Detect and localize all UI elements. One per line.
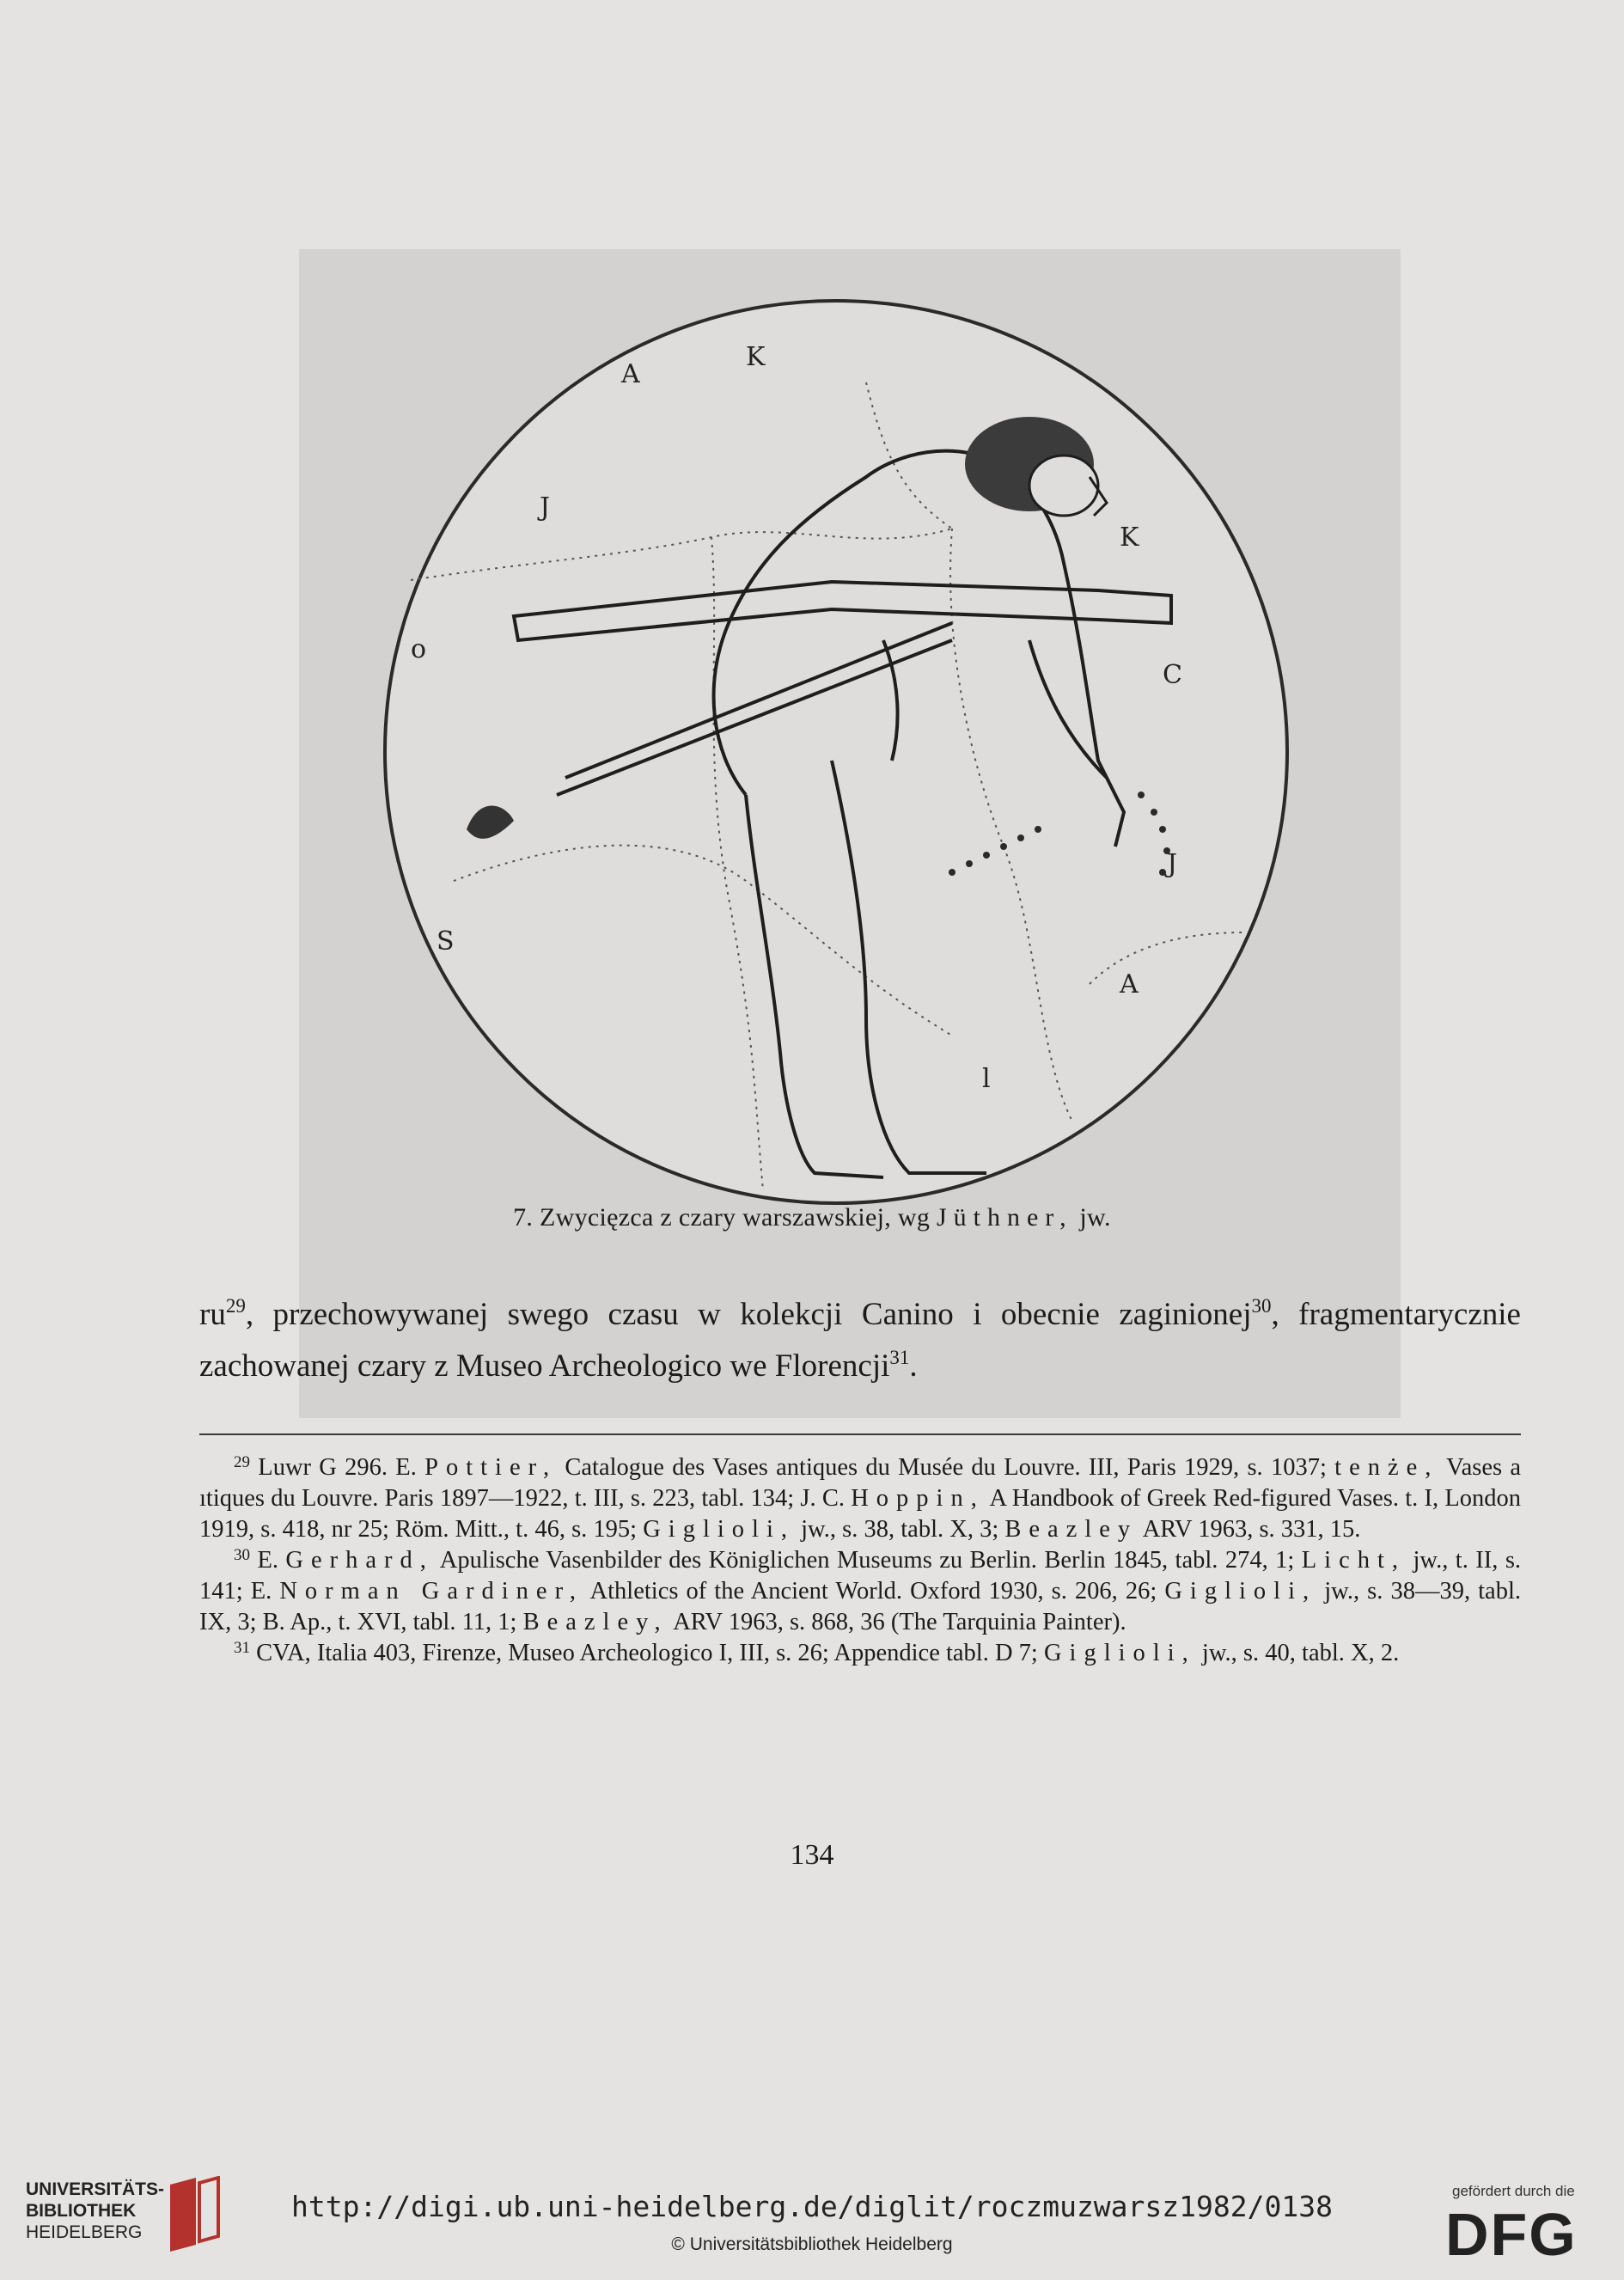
svg-text:C: C (1163, 660, 1182, 690)
body-paragraph (199, 1289, 1521, 1392)
copyright-notice: © Universitätsbibliothek Heidelberg (671, 2234, 953, 2254)
svg-text:J: J (1167, 849, 1178, 879)
cup-tondo (385, 301, 1287, 1203)
footnote-30: $^{30}$ E. Gerhard, Apulische Vasenbilder des Königlichen Museums zu Berlin. Berlin 1845, tabl. 274, 1; Licht, jw., t. II, s. 141; E. Norman Gardiner, Athletics of the Ancient World. Oxford 1930, s. 206, 26; Giglioli, jw., s. 38—39, tabl. IX, 3; B. Ap., t. XVI, tabl. 11, 1; Beazley, ARV 1963, s. 868, 36 (The Tarquinia Painter). (199, 1546, 1522, 1635)
footnote-ref-30: 30 (1251, 1295, 1272, 1317)
funded-by-label: gefördert durch die (1452, 2183, 1575, 2199)
library-name: UNIVERSITÄTS- BIBLIOTHEK HEIDELBERG (26, 2179, 165, 2242)
footnotes (199, 1452, 1521, 1669)
body-text-1: ru (199, 1297, 226, 1332)
page-number: 134 (790, 1839, 834, 1871)
svg-text:J: J (540, 492, 551, 523)
svg-text:A: A (1120, 969, 1139, 999)
source-url-link[interactable]: http://digi.ub.uni-heidelberg.de/diglit/roczmuzwarsz1982/0138 (291, 2190, 1333, 2223)
body-text-4: . (909, 1348, 918, 1384)
footnote-ref-29: 29 (225, 1295, 246, 1317)
footnote-separator (199, 1433, 1521, 1435)
svg-text:A: A (621, 359, 640, 389)
svg-text:K: K (746, 342, 766, 372)
footer-bar (0, 2157, 1624, 2280)
figure-caption (0, 1203, 1624, 1232)
cup-drawing (351, 279, 1322, 1225)
caption-text: 7. Zwycięzca z czary warszawskiej, wg (513, 1203, 931, 1232)
svg-text:S: S (437, 926, 455, 957)
caption-author: Jüthner, (936, 1203, 1073, 1232)
svg-text:o: o (411, 634, 427, 664)
body-text-2: , przechowywanej swego czasu w kolekcji Canino i obecnie zaginionej (245, 1297, 1252, 1332)
svg-text:l: l (982, 1064, 991, 1094)
footnote-31: $^{31}$ CVA, Italia 403, Firenze, Museo Archeologico I, III, s. 26; Appendice tabl. D 7; Giglioli, jw., s. 40, tabl. X, 2. (234, 1639, 1400, 1666)
body-text-3: , fragmentarycznie zachowanej czary z Museo Archeologico we Florencji (199, 1297, 1521, 1384)
footnote-29: $^{29}$ Luwr G 296. E. Pottier, Catalogue des Vases antiques du Musée du Louvre. III, Paris 1929, s. 1037; tenże, Vases a ıtiques du Louvre. Paris 1897—1922, t. III, s. 223, tabl. 134; J. C. Hoppin, A Handbook of Greek Red-figured Vases. t. I, London 1919, s. 418, nr 25; Röm. Mitt., t. 46, s. 195; Giglioli, jw., s. 38, tabl. X, 3; Beazley ARV 1963, s. 331, 15. (199, 1453, 1522, 1543)
figure-plate (299, 249, 1401, 1418)
caption-suffix: jw. (1079, 1203, 1111, 1232)
dfg-logo: DFG (1445, 2201, 1578, 2268)
svg-text:K: K (1120, 523, 1139, 553)
footnote-ref-31: 31 (889, 1347, 910, 1368)
